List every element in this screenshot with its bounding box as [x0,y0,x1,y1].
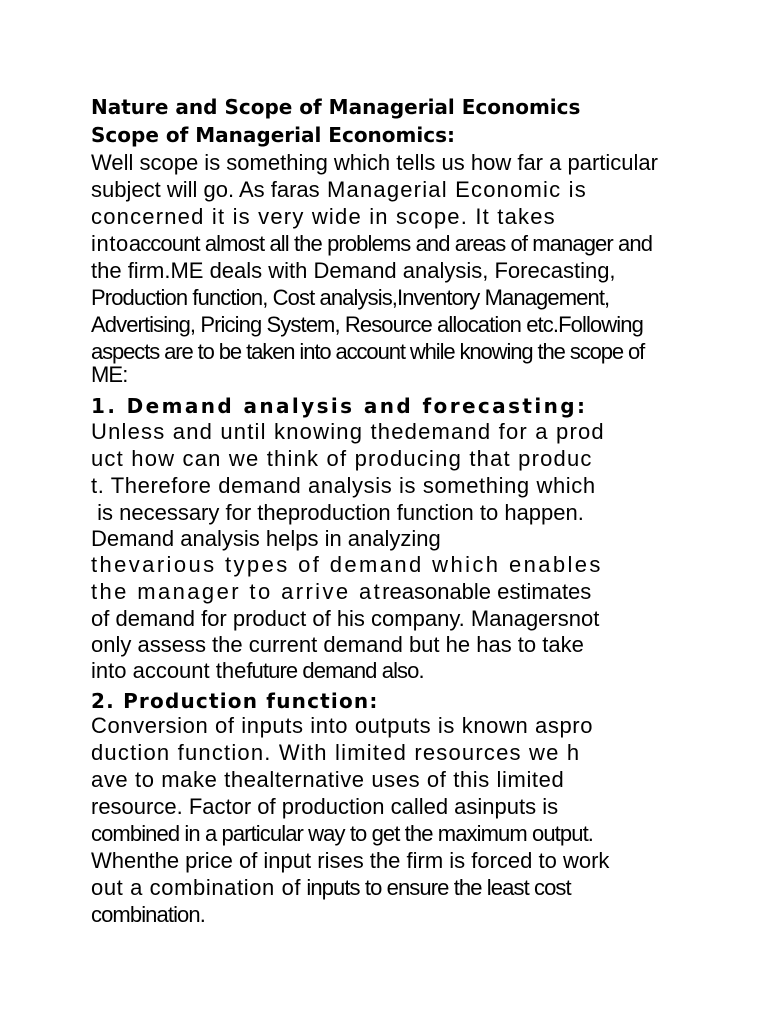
body-line: uct how can we think of producing that produc [91,446,593,471]
body-line: duction function. With limited resources we h [91,740,581,765]
intro-line [91,177,587,203]
body-line: combination. [91,902,205,927]
body-line [91,875,571,901]
body-line: t. Therefore demand analysis is something which [91,473,596,498]
body-line: only assess the current demand but he has to take [91,632,584,657]
body-line: Conversion of inputs into outputs is known aspro [91,713,594,738]
document-title: Nature and Scope of Managerial Economics [91,95,581,119]
body-line: Unless and until knowing thedemand for a prod [91,419,605,444]
body-line: resource. Factor of production called asinputs is [91,794,559,819]
body-line: is necessary for theproduction function to happen. [91,500,584,525]
intro-segment: Managerial Economic is [319,177,587,202]
body-line: combined in a particular way to get the maximum output. [91,821,593,846]
intro-line: Advertising, Pricing System, Resource allocation etc.Following [91,312,643,337]
body-segment: out a combination of [91,875,302,900]
body-line: of demand for product of his company. Managersnot [91,606,600,631]
body-line: Demand analysis helps in analyzing [91,526,441,551]
section-subtitle: Scope of Managerial Economics: [91,123,455,147]
body-line: ave to make thealternative uses of this limited [91,767,565,792]
body-line [91,658,424,684]
intro-line: Production function, Cost analysis,Inventory Management, [91,285,610,310]
intro-segment: subject will go. As faras [91,177,320,202]
body-line [91,579,591,605]
body-line: thevarious types of demand which enables [91,552,603,577]
intro-line: concerned it is very wide in scope. It takes [91,204,556,229]
intro-line: Well scope is something which tells us how far a particular [91,150,658,175]
body-line: Whenthe price of input rises the firm is forced to work [91,848,610,873]
intro-segment: into [91,231,129,256]
intro-line [91,231,652,257]
body-segment: reasonable estimates [382,579,592,604]
intro-segment: account almost all the problems and areas of manager and [128,231,653,256]
body-segment: the manager to arrive at [91,579,383,604]
section-heading-production: 2. Production function: [91,689,379,713]
section-heading-demand: 1. Demand analysis and forecasting: [91,394,588,418]
body-segment: into account the [91,658,247,683]
intro-line: aspects are to be taken into account while knowing the scope of [91,339,645,364]
intro-line: ME: [91,362,128,387]
body-segment: inputs to ensure the least cost [301,875,571,900]
intro-line: the firm.ME deals with Demand analysis, Forecasting, [91,258,616,283]
body-segment: future demand also. [246,658,424,683]
